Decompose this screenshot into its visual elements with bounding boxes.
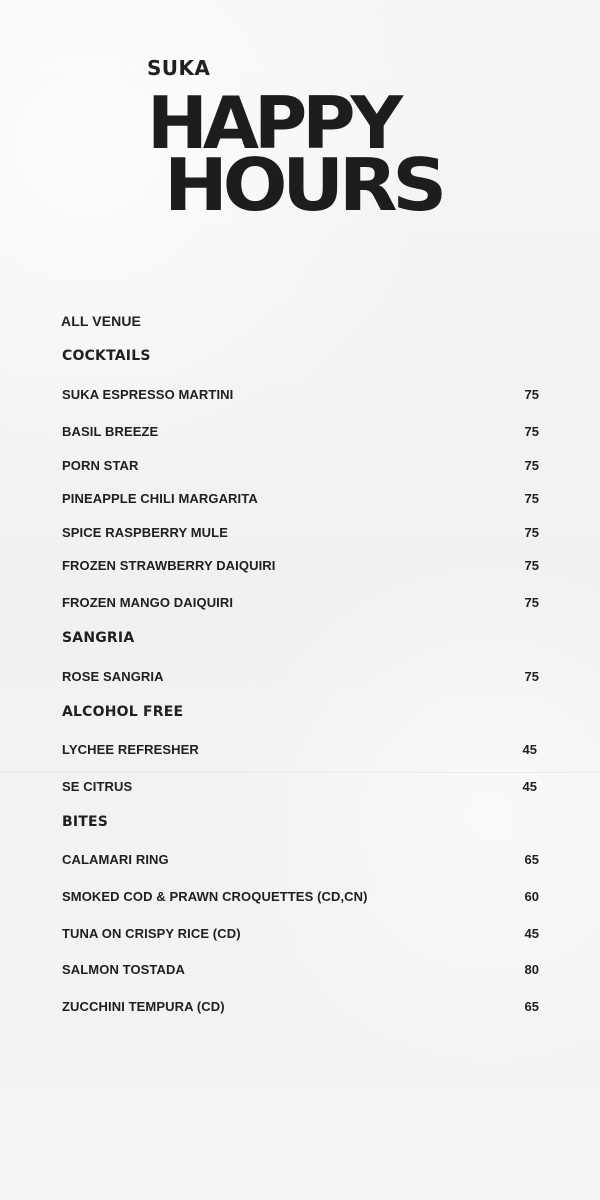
menu-item-price: 75 <box>524 458 539 473</box>
menu-item-name: PORN STAR <box>62 458 139 473</box>
menu-item-name: FROZEN STRAWBERRY DAIQUIRI <box>62 558 276 573</box>
menu-item-name: SE CITRUS <box>62 779 133 794</box>
page-title-line-1: HAPPY <box>147 81 399 165</box>
menu-item-price: 65 <box>524 999 539 1014</box>
menu-item-price: 65 <box>524 852 539 867</box>
section-title-alcohol-free: ALCOHOL FREE <box>62 704 184 720</box>
menu-item-name: FROZEN MANGO DAIQUIRI <box>62 595 234 610</box>
menu-item-name: SALMON TOSTADA <box>62 962 185 977</box>
menu-item-name: ROSE SANGRIA <box>62 669 164 684</box>
menu-item-name: CALAMARI RING <box>62 852 169 867</box>
menu-item-price: 45 <box>522 742 537 757</box>
menu-item-name: BASIL BREEZE <box>62 424 159 439</box>
menu-item-name: PINEAPPLE CHILI MARGARITA <box>62 491 258 506</box>
menu-item-price: 75 <box>524 558 539 573</box>
menu-item-price: 75 <box>524 669 539 684</box>
menu-item-price: 60 <box>524 889 539 904</box>
menu-item-price: 75 <box>524 387 539 402</box>
section-title-bites: BITES <box>62 814 109 830</box>
section-title-cocktails: COCKTAILS <box>62 348 151 364</box>
menu-item-price: 45 <box>524 926 539 941</box>
menu-item-name: LYCHEE REFRESHER <box>62 742 199 757</box>
brand-name: SUKA <box>147 56 211 80</box>
menu-item-name: SMOKED COD & PRAWN CROQUETTES (CD,CN) <box>62 889 368 904</box>
menu-item-price: 45 <box>522 779 537 794</box>
paper-fold-line <box>0 772 600 774</box>
menu-item-price: 75 <box>524 424 539 439</box>
menu-item-name: ZUCCHINI TEMPURA (CD) <box>62 999 225 1014</box>
menu-item-name: TUNA ON CRISPY RICE (CD) <box>62 926 241 941</box>
menu-item-price: 75 <box>524 525 539 540</box>
menu-item-name: SPICE RASPBERRY MULE <box>62 525 228 540</box>
section-title-sangria: SANGRIA <box>62 630 135 646</box>
menu-item-name: SUKA ESPRESSO MARTINI <box>62 387 234 402</box>
venue-label: ALL VENUE <box>61 313 141 329</box>
page-title-line-2: HOURS <box>164 143 442 227</box>
menu-item-price: 75 <box>524 491 539 506</box>
menu-item-price: 75 <box>524 595 539 610</box>
menu-item-price: 80 <box>524 962 539 977</box>
